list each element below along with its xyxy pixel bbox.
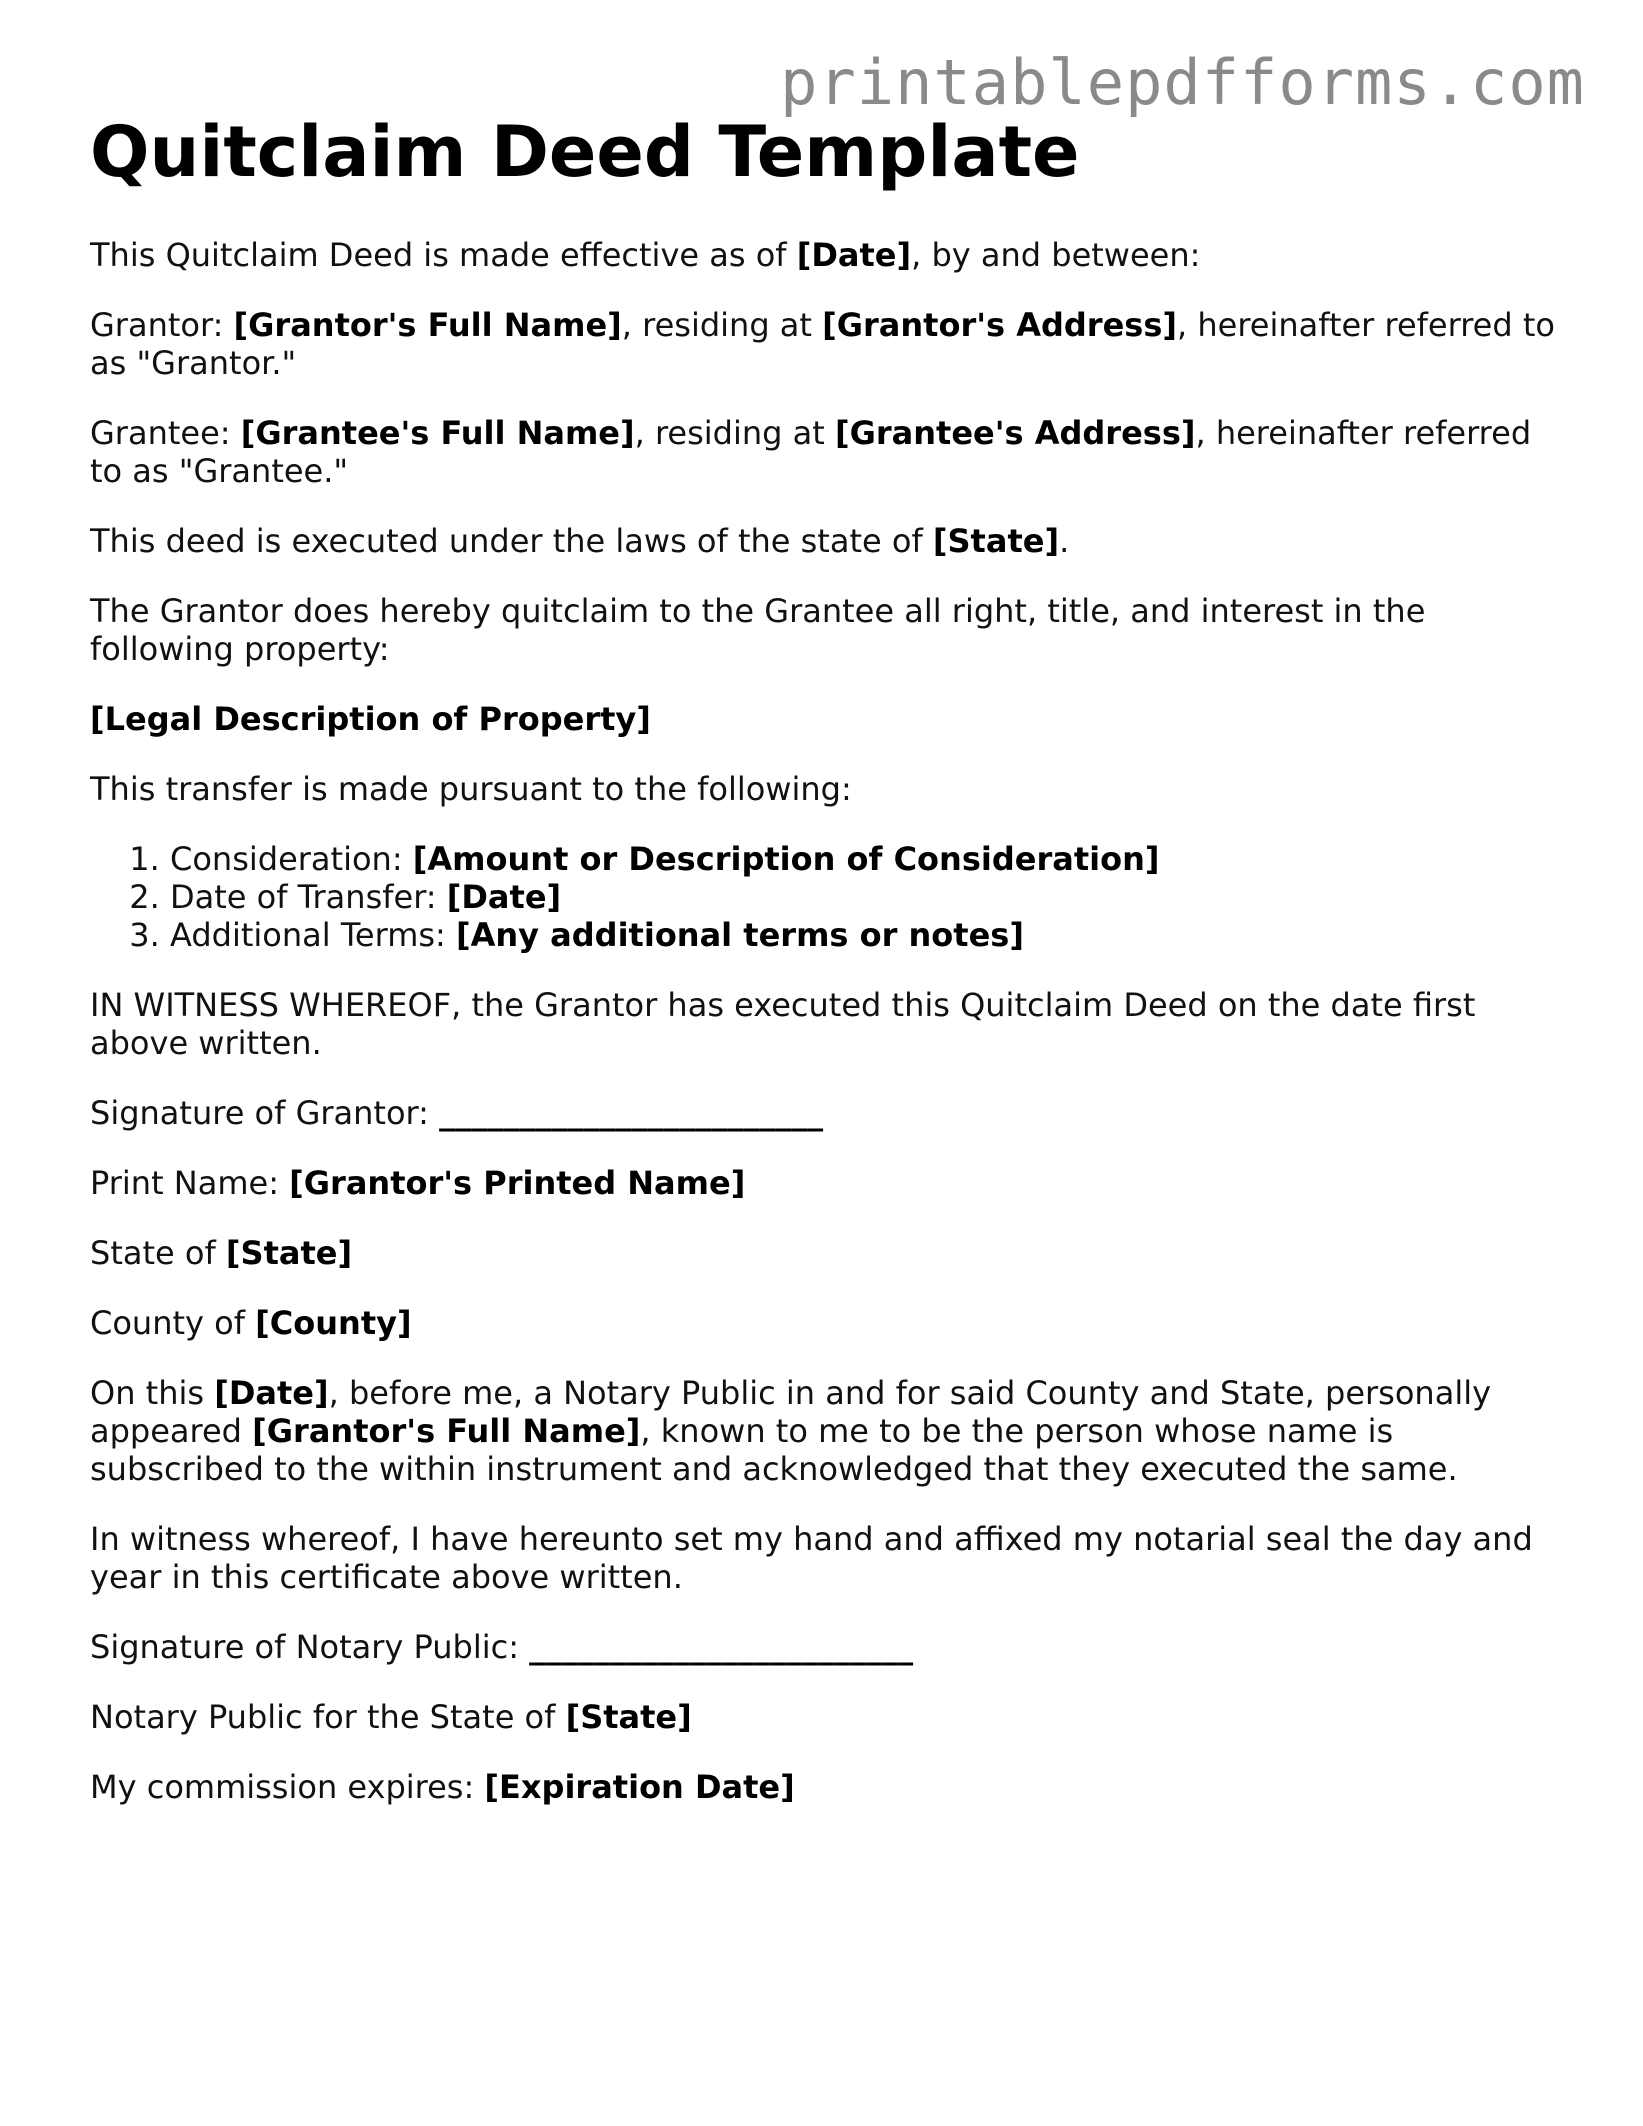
term-item-date-of-transfer xyxy=(170,878,1560,916)
grantor-label: Grantor: xyxy=(90,306,234,344)
grantor-signature-blank: ________________________ xyxy=(439,1094,824,1132)
term-item-consideration xyxy=(170,840,1560,878)
grantor-address-field: [Grantor's Address] xyxy=(822,306,1177,344)
commission-expiration-field: [Expiration Date] xyxy=(484,1768,795,1806)
laws-suffix: . xyxy=(1059,522,1070,560)
county-of-line xyxy=(90,1304,1560,1342)
notary-state-field: [State] xyxy=(565,1698,692,1736)
term-value: [Amount or Description of Consideration] xyxy=(412,840,1160,878)
grantor-suffix: , hereinafter referred to as "Grantor." xyxy=(90,306,1555,382)
term-value: [Date] xyxy=(446,878,562,916)
notary-state-label: Notary Public for the State of xyxy=(90,1698,566,1736)
state-of-line xyxy=(90,1234,1560,1272)
term-label: Additional Terms: xyxy=(170,916,456,954)
notary-state-line xyxy=(90,1698,1560,1736)
term-label: Consideration: xyxy=(170,840,413,878)
state-of-label: State of xyxy=(90,1234,226,1272)
intro-paragraph xyxy=(90,236,1560,274)
grantee-mid: , residing at xyxy=(634,414,835,452)
notary-witness-paragraph: In witness whereof, I have hereunto set my hand and affixed my notarial seal the day and year in this certificate above written. xyxy=(90,1520,1533,1596)
grantee-address-field: [Grantee's Address] xyxy=(834,414,1196,452)
grantee-suffix: , hereinafter referred to as "Grantee." xyxy=(90,414,1532,490)
county-of-label: County of xyxy=(90,1304,256,1342)
print-name-label: Print Name: xyxy=(90,1164,290,1202)
legal-description-paragraph xyxy=(90,700,1560,738)
notary-ack-text-1: On this xyxy=(90,1374,215,1412)
notary-ack-date-field: [Date] xyxy=(214,1374,329,1412)
notary-signature-label: Signature of Notary Public: xyxy=(90,1628,530,1666)
grantee-paragraph xyxy=(90,414,1560,490)
laws-state-field: [State] xyxy=(932,522,1060,560)
document-page xyxy=(90,110,1560,1838)
transfer-intro-paragraph: This transfer is made pursuant to the following: xyxy=(90,770,852,808)
intro-suffix: , by and between: xyxy=(911,236,1201,274)
grantee-label: Grantee: xyxy=(90,414,241,452)
laws-paragraph xyxy=(90,522,1560,560)
county-of-field: [County] xyxy=(255,1304,412,1342)
intro-prefix: This Quitclaim Deed is made effective as of xyxy=(90,236,797,274)
term-label: Date of Transfer: xyxy=(170,878,447,916)
term-value: [Any additional terms or notes] xyxy=(456,916,1024,954)
state-of-field: [State] xyxy=(225,1234,353,1272)
print-name-field: [Grantor's Printed Name] xyxy=(289,1164,746,1202)
legal-description-field: [Legal Description of Property] xyxy=(90,700,651,738)
terms-list xyxy=(90,840,1560,954)
grantor-signature-line xyxy=(90,1094,1560,1132)
notary-acknowledgment-paragraph xyxy=(90,1374,1560,1488)
notary-ack-name-field: [Grantor's Full Name] xyxy=(252,1412,641,1450)
notary-signature-blank: ________________________ xyxy=(529,1628,914,1666)
notary-ack-text-3: , known to me to be the person whose name is subscribed to the within instrument and acknowledged that they executed the same. xyxy=(90,1412,1458,1488)
witness-paragraph: IN WITNESS WHEREOF, the Grantor has executed this Quitclaim Deed on the date first above written. xyxy=(90,986,1476,1062)
laws-prefix: This deed is executed under the laws of the state of xyxy=(90,522,933,560)
grantee-name-field: [Grantee's Full Name] xyxy=(240,414,635,452)
grantor-paragraph xyxy=(90,306,1560,382)
print-name-line xyxy=(90,1164,1560,1202)
intro-date-field: [Date] xyxy=(796,236,912,274)
grantor-name-field: [Grantor's Full Name] xyxy=(233,306,622,344)
quitclaim-paragraph: The Grantor does hereby quitclaim to the Grantee all right, title, and interest in the following property: xyxy=(90,592,1426,668)
notary-signature-line xyxy=(90,1628,1560,1666)
page-title: Quitclaim Deed Template xyxy=(90,111,1080,193)
notary-ack-text-2: , before me, a Notary Public in and for said County and State, personally appeared xyxy=(90,1374,1492,1450)
commission-line xyxy=(90,1768,1560,1806)
term-item-additional-terms xyxy=(170,916,1560,954)
grantor-signature-label: Signature of Grantor: xyxy=(90,1094,440,1132)
commission-label: My commission expires: xyxy=(90,1768,485,1806)
grantor-mid: , residing at xyxy=(621,306,823,344)
watermark: printablepdfforms.com xyxy=(780,46,1585,119)
